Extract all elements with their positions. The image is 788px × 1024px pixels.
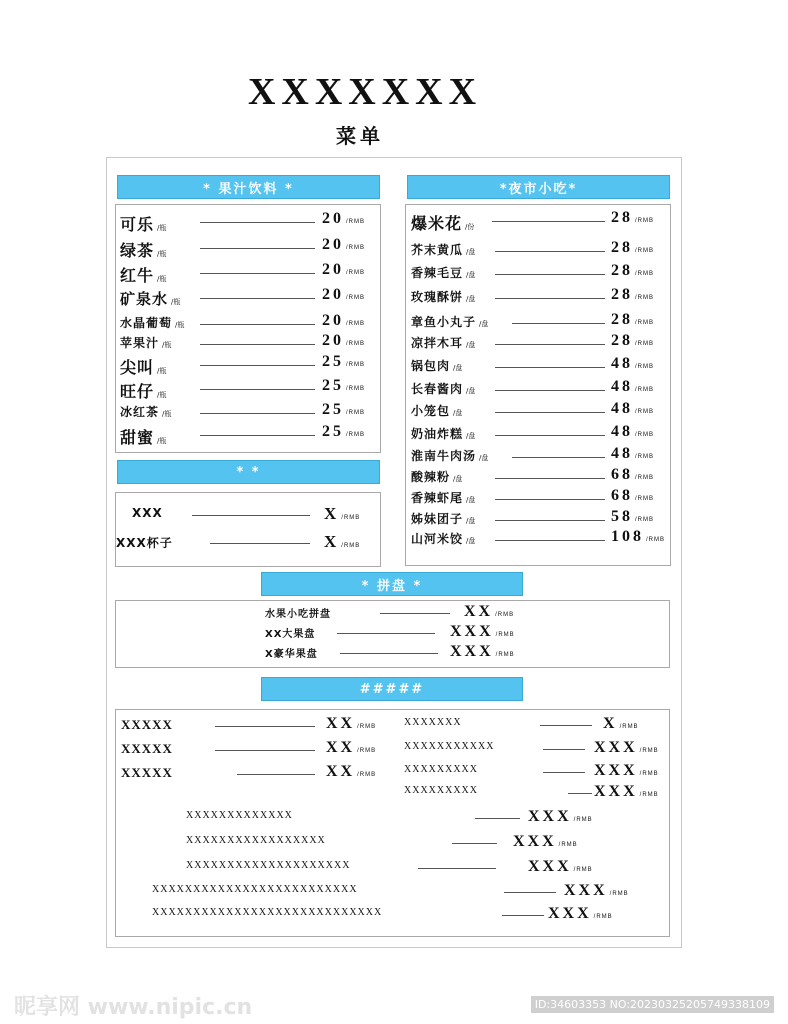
item-price — [611, 423, 654, 441]
leader-line — [502, 915, 544, 916]
price-value: 108 — [611, 528, 644, 545]
item-label: 爆米花 — [411, 214, 463, 233]
price-value: XXX — [594, 783, 638, 800]
leader-line — [340, 653, 438, 654]
item-price — [611, 311, 654, 329]
item-label: 矿泉水 — [120, 290, 169, 308]
price-currency: /RMB — [639, 792, 659, 798]
item-price — [324, 532, 360, 552]
item-label: XXXXXXXXXXXXXXXXXXXX — [186, 860, 351, 871]
item-label: XXXXXXX — [404, 717, 462, 728]
leader-line — [215, 750, 315, 751]
item-unit: /瓶 — [171, 298, 181, 306]
price-currency: /RMB — [495, 612, 515, 618]
price-currency: /RMB — [341, 515, 361, 521]
item-unit: /瓶 — [157, 367, 167, 375]
menu-item-name — [120, 314, 184, 331]
price-currency: /RMB — [346, 341, 365, 347]
item-label: X豪华果盘 — [265, 649, 318, 660]
price-currency: /RMB — [609, 891, 629, 897]
menu-title: XXXXXXX — [247, 71, 483, 113]
item-label: XXXXX — [121, 765, 173, 780]
price-currency: /RMB — [619, 724, 639, 730]
menu-item-name — [404, 785, 478, 796]
price-currency: /RMB — [495, 652, 515, 658]
leader-line — [237, 774, 315, 775]
menu-item-name — [411, 468, 462, 485]
menu-item-name — [120, 403, 171, 420]
leader-line — [200, 389, 315, 390]
price-value: 68 — [611, 487, 633, 504]
price-currency: /RMB — [346, 245, 365, 251]
price-value: 28 — [611, 262, 633, 279]
item-price — [528, 858, 593, 876]
menu-item-name — [411, 530, 475, 547]
item-unit: /瓶 — [157, 437, 167, 445]
item-label: 冰红茶 — [120, 405, 160, 419]
item-label: 淮南牛肉汤 — [411, 449, 477, 463]
menu-item-name — [120, 263, 166, 286]
item-unit: /瓶 — [175, 321, 185, 329]
price-value: 58 — [611, 508, 633, 525]
price-value: 48 — [611, 423, 633, 440]
price-value: 48 — [611, 445, 633, 462]
item-price — [322, 210, 365, 228]
item-price — [611, 466, 654, 484]
leader-line — [568, 793, 592, 794]
leader-line — [495, 412, 605, 413]
price-value: 28 — [611, 209, 633, 226]
item-price — [611, 445, 654, 463]
item-unit: /瓶 — [162, 341, 172, 349]
menu-item-name — [120, 334, 171, 351]
price-value: 20 — [322, 286, 344, 303]
price-currency: /RMB — [346, 321, 365, 327]
menu-item-name — [404, 717, 462, 728]
price-currency: /RMB — [635, 475, 654, 481]
price-value: 48 — [611, 355, 633, 372]
item-label: 香辣毛豆 — [411, 266, 464, 280]
price-currency: /RMB — [639, 771, 659, 777]
item-price — [326, 715, 376, 733]
leader-line — [200, 435, 315, 436]
leader-line — [200, 365, 315, 366]
item-label: XXXXXXXXX — [404, 785, 478, 796]
menu-item-name — [152, 884, 358, 895]
item-price — [564, 882, 629, 900]
price-value: 68 — [611, 466, 633, 483]
item-price — [322, 423, 365, 441]
item-price — [322, 401, 365, 419]
item-label: 小笼包 — [411, 404, 451, 418]
item-label: XXX杯子 — [116, 536, 173, 550]
leader-line — [200, 324, 315, 325]
price-currency: /RMB — [341, 543, 361, 549]
leader-line — [200, 273, 315, 274]
item-price — [322, 286, 365, 304]
item-price — [611, 355, 654, 373]
price-value: XX — [326, 763, 356, 780]
leader-line — [200, 344, 315, 345]
menu-item-name — [411, 211, 474, 234]
price-value: 28 — [611, 239, 633, 256]
item-price — [322, 332, 365, 350]
item-price — [611, 487, 654, 505]
item-label: XXXXX — [121, 717, 173, 732]
leader-line — [495, 478, 605, 479]
leader-line — [192, 515, 310, 516]
menu-item-name — [120, 288, 180, 309]
price-value: 20 — [322, 210, 344, 227]
menu-subtitle: 菜单 — [336, 124, 384, 148]
menu-item-name — [265, 605, 331, 620]
price-value: 28 — [611, 311, 633, 328]
item-price — [528, 808, 593, 826]
leader-line — [512, 457, 605, 458]
item-price — [450, 643, 515, 661]
item-label: 凉拌木耳 — [411, 336, 464, 350]
price-currency: /RMB — [573, 867, 593, 873]
price-currency: /RMB — [635, 295, 654, 301]
item-label: 红牛 — [120, 266, 155, 285]
item-unit: /盘 — [466, 295, 476, 303]
leader-line — [215, 726, 315, 727]
menu-item-name — [411, 447, 488, 464]
item-price — [594, 739, 659, 757]
price-currency: /RMB — [635, 454, 654, 460]
menu-item-name — [411, 313, 488, 330]
item-label: 玫瑰酥饼 — [411, 290, 464, 304]
price-value: 48 — [611, 378, 633, 395]
price-value: 20 — [322, 332, 344, 349]
price-currency: /RMB — [573, 817, 593, 823]
menu-item-name — [186, 835, 326, 846]
price-currency: /RMB — [346, 295, 365, 301]
item-price — [326, 739, 376, 757]
leader-line — [495, 540, 605, 541]
item-label: 锅包肉 — [411, 359, 451, 373]
item-label: XXXXXXXXXXXXXXXXX — [186, 835, 326, 846]
price-value: X — [324, 532, 340, 551]
item-label: 甜蜜 — [120, 428, 155, 447]
item-label: 章鱼小丸子 — [411, 315, 477, 329]
item-price — [322, 353, 365, 371]
price-currency: /RMB — [635, 248, 654, 254]
price-currency: /RMB — [346, 219, 365, 225]
juice-band: * 果汁饮料 * — [117, 175, 380, 199]
price-value: XXX — [564, 882, 608, 899]
item-label: 苹果汁 — [120, 336, 160, 350]
item-unit: /盘 — [466, 517, 476, 525]
menu-item-name — [411, 510, 475, 527]
price-currency: /RMB — [635, 271, 654, 277]
price-value: 20 — [322, 236, 344, 253]
menu-item-name — [265, 625, 315, 640]
price-value: 28 — [611, 332, 633, 349]
leader-line — [512, 323, 605, 324]
item-label: XX大果盘 — [265, 629, 316, 640]
leader-line — [495, 435, 605, 436]
price-value: XXX — [528, 858, 572, 875]
price-currency: /RMB — [639, 748, 659, 754]
price-currency: /RMB — [357, 772, 377, 778]
leader-line — [418, 868, 496, 869]
item-price — [324, 504, 360, 524]
item-price — [322, 236, 365, 254]
menu-item-name — [404, 741, 494, 752]
item-price — [611, 286, 654, 304]
item-price — [594, 783, 659, 801]
price-currency: /RMB — [346, 410, 365, 416]
item-label: 香辣虾尾 — [411, 491, 464, 505]
item-unit: /盘 — [453, 475, 463, 483]
price-value: XXX — [528, 808, 572, 825]
menu-item-name — [411, 334, 475, 351]
item-unit: /瓶 — [157, 250, 167, 258]
item-label: 绿茶 — [120, 241, 155, 260]
extra-band: ##### — [261, 677, 523, 701]
leader-line — [200, 248, 315, 249]
price-value: XXX — [548, 905, 592, 922]
platter-box — [115, 600, 670, 668]
item-unit: /瓶 — [157, 391, 167, 399]
leader-line — [495, 390, 605, 391]
leader-line — [543, 772, 585, 773]
misc-band: * * — [117, 460, 380, 484]
leader-line — [200, 413, 315, 414]
menu-item-name — [121, 717, 173, 733]
menu-item-name — [411, 402, 462, 419]
item-price — [611, 262, 654, 280]
price-value: XX — [464, 603, 494, 620]
leader-line — [492, 221, 605, 222]
item-unit: /盘 — [453, 364, 463, 372]
leader-line — [452, 843, 497, 844]
watermark-id: ID:34603353 NO:20230325205749338109 — [531, 996, 774, 1013]
snack-band: *夜市小吃* — [407, 175, 670, 199]
price-currency: /RMB — [346, 432, 365, 438]
leader-line — [210, 543, 310, 544]
leader-line — [495, 367, 605, 368]
leader-line — [380, 613, 450, 614]
price-value: 20 — [322, 312, 344, 329]
leader-line — [495, 344, 605, 345]
item-label: XXX — [132, 506, 163, 520]
item-unit: /瓶 — [157, 275, 167, 283]
item-price — [603, 715, 639, 733]
item-unit: /盘 — [479, 320, 489, 328]
item-unit: /盘 — [466, 496, 476, 504]
menu-item-name — [411, 264, 475, 281]
item-unit: /盘 — [466, 432, 476, 440]
item-label: 姊妹团子 — [411, 512, 464, 526]
item-label: 长春酱肉 — [411, 382, 464, 396]
price-currency: /RMB — [346, 362, 365, 368]
menu-item-name — [186, 860, 350, 871]
item-label: 酸辣粉 — [411, 470, 451, 484]
item-label: 水晶葡萄 — [120, 316, 173, 330]
item-label: XXXXX — [121, 741, 173, 756]
price-currency: /RMB — [357, 724, 377, 730]
price-currency: /RMB — [635, 517, 654, 523]
price-value: X — [603, 715, 618, 732]
item-price — [611, 528, 665, 546]
price-value: X — [324, 504, 340, 523]
price-value: XXX — [594, 762, 638, 779]
menu-item-name — [120, 425, 166, 448]
item-unit: /瓶 — [157, 224, 167, 232]
item-price — [611, 400, 654, 418]
menu-item-name — [186, 810, 293, 821]
item-unit: /盘 — [453, 409, 463, 417]
price-currency: /RMB — [495, 632, 515, 638]
item-label: 尖叫 — [120, 358, 155, 377]
price-currency: /RMB — [635, 387, 654, 393]
leader-line — [543, 749, 585, 750]
menu-item-name — [411, 380, 475, 397]
item-price — [548, 905, 613, 923]
platter-band: * 拼盘 * — [261, 572, 523, 596]
menu-item-name — [120, 212, 166, 235]
price-value: 25 — [322, 353, 344, 370]
leader-line — [495, 274, 605, 275]
item-label: XXXXXXXXXXX — [404, 741, 495, 752]
menu-item-name — [116, 534, 173, 551]
price-value: XXX — [513, 833, 557, 850]
price-currency: /RMB — [346, 270, 365, 276]
item-unit: /份 — [465, 223, 475, 231]
leader-line — [495, 251, 605, 252]
price-currency: /RMB — [635, 320, 654, 326]
item-price — [611, 209, 654, 227]
menu-item-name — [411, 489, 475, 506]
menu-item-name — [152, 907, 382, 918]
price-currency: /RMB — [646, 537, 665, 543]
leader-line — [495, 499, 605, 500]
price-value: XX — [326, 739, 356, 756]
menu-item-name — [265, 645, 318, 660]
item-unit: /盘 — [466, 387, 476, 395]
item-price — [594, 762, 659, 780]
item-price — [322, 377, 365, 395]
item-label: 奶油炸糕 — [411, 427, 464, 441]
menu-item-name — [120, 355, 166, 378]
price-currency: /RMB — [635, 432, 654, 438]
item-label: XXXXXXXXXXXXXXXXXXXXXXXXX — [152, 884, 358, 895]
price-value: 28 — [611, 286, 633, 303]
item-label: XXXXXXXXXXXXX — [186, 810, 293, 821]
menu-item-name — [404, 764, 478, 775]
menu-item-name — [411, 288, 475, 305]
price-value: 25 — [322, 377, 344, 394]
item-label: 可乐 — [120, 215, 155, 234]
item-price — [326, 763, 376, 781]
price-value: 25 — [322, 423, 344, 440]
price-currency: /RMB — [357, 748, 377, 754]
price-value: 25 — [322, 401, 344, 418]
price-currency: /RMB — [346, 386, 365, 392]
price-currency: /RMB — [635, 364, 654, 370]
price-value: XX — [326, 715, 356, 732]
item-unit: /盘 — [466, 341, 476, 349]
leader-line — [200, 222, 315, 223]
menu-item-name — [411, 357, 462, 374]
leader-line — [475, 818, 520, 819]
item-unit: /盘 — [479, 454, 489, 462]
menu-item-name — [121, 741, 173, 757]
menu-item-name — [120, 238, 166, 261]
leader-line — [495, 298, 605, 299]
item-unit: /盘 — [466, 271, 476, 279]
item-price — [611, 239, 654, 257]
item-price — [611, 508, 654, 526]
item-label: XXXXXXXXXXXXXXXXXXXXXXXXXXXX — [152, 907, 383, 918]
price-value: XXX — [450, 623, 494, 640]
price-value: 48 — [611, 400, 633, 417]
menu-item-name — [411, 241, 475, 258]
item-price — [322, 312, 365, 330]
leader-line — [200, 298, 315, 299]
price-currency: /RMB — [635, 218, 654, 224]
price-value: XXX — [450, 643, 494, 660]
price-currency: /RMB — [593, 914, 613, 920]
leader-line — [504, 892, 556, 893]
leader-line — [337, 633, 435, 634]
price-currency: /RMB — [635, 409, 654, 415]
item-unit: /盘 — [466, 537, 476, 545]
item-price — [322, 261, 365, 279]
menu-item-name — [120, 379, 166, 402]
price-value: XXX — [594, 739, 638, 756]
item-price — [464, 603, 514, 621]
price-currency: /RMB — [558, 842, 578, 848]
watermark-logo: 昵享网 www.nipic.cn — [14, 995, 253, 1020]
item-label: 水果小吃拼盘 — [265, 609, 331, 620]
price-currency: /RMB — [635, 341, 654, 347]
item-price — [450, 623, 515, 641]
item-unit: /瓶 — [162, 410, 172, 418]
menu-item-name — [411, 425, 475, 442]
item-unit: /盘 — [466, 248, 476, 256]
item-price — [611, 378, 654, 396]
leader-line — [540, 725, 592, 726]
leader-line — [495, 520, 605, 521]
menu-item-name — [121, 765, 173, 781]
price-value: 20 — [322, 261, 344, 278]
item-label: 山河米饺 — [411, 532, 464, 546]
item-label: 旺仔 — [120, 382, 155, 401]
item-label: 芥末黄瓜 — [411, 243, 464, 257]
menu-item-name — [132, 506, 163, 520]
item-price — [611, 332, 654, 350]
item-price — [513, 833, 578, 851]
item-label: XXXXXXXXX — [404, 764, 478, 775]
price-currency: /RMB — [635, 496, 654, 502]
